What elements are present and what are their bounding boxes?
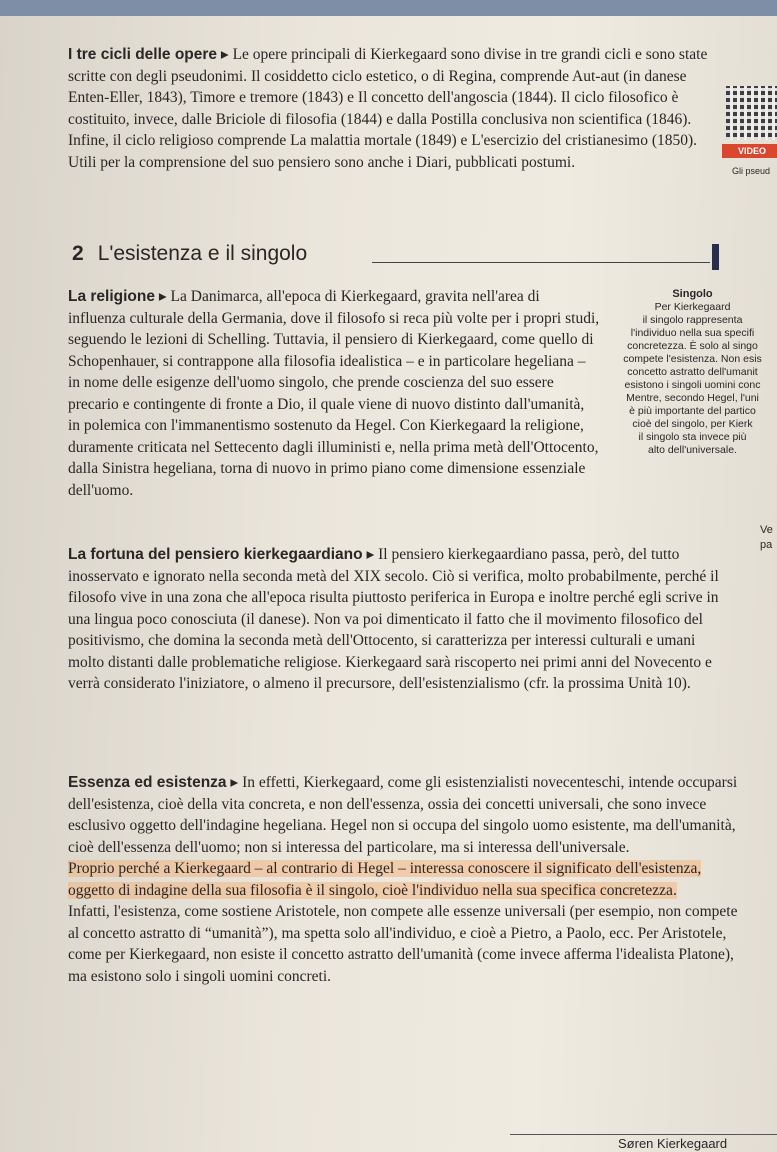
- image-caption: Søren Kierkegaard: [618, 1136, 728, 1151]
- intro-text: Le opere principali di Kierkegaard sono divise in tre grandi cicli e sono state scritte con degli pseudonimi. Il cosiddetto ciclo estetico, o di Regina, comprende Aut-aut (in danese Enten-Eller, 1843), Timore e tremore (1843) e Il concetto dell'angoscia (1844). Il ciclo filosofico è costituito, invece, dalle Briciole di filosofia (1844) e dalla Postilla conclusiva non scientifica (1846). Infine, il ciclo religioso comprende La malattia mortale (1849) e L'esercizio del cristianesimo (1850). Utili per la comprensione del suo pensiero sono anche i Diari, pubblicati postumi.: [68, 46, 708, 171]
- religione-heading: La religione: [68, 288, 155, 305]
- video-badge[interactable]: VIDEO: [722, 144, 777, 158]
- essenza-text-2: Proprio perché a Kierkegaard – al contrario di Hegel – interessa conoscere il significato dell'esistenza, oggetto di indagine della sua filosofia è il singolo, cioè l'individuo nella sua specifica concretezza.: [68, 860, 702, 899]
- video-caption: Gli pseud: [732, 166, 771, 176]
- essenza-text-3: Infatti, l'esistenza, come sostiene Aristotele, non compete alle essenze universali (per esempio, non compete al concetto astratto di “umanità”), ma spetta solo all'individuo, e cioè a Pietro, a Paolo, ecc. Per Aristotele, come per Kierkegaard, non esiste il concetto astratto dell'umanità (come invece afferma l'idealista Platone), ma esistono solo i singoli uomini concreti.: [68, 903, 738, 985]
- religione-paragraph: La religione ▸ La Danimarca, all'epoca di Kierkegaard, gravita nell'area di influenza culturale della Germania, dove il filosofo si reca più volte per i propri studi, seguendo le lezioni di Schelling. Tuttavia, il pensiero di Kierkegaard, come quello di Schopenhauer, si contrappone alla filosofia idealistica – e in particolare hegeliana – in nome delle esigenze dell'uomo singolo, che prende coscienza del suo essere precario e contingente di fronte a Dio, il quale viene di nuovo distinto dall'umanità, in polemica con l'immanentismo sostenuto da Hegel. Con Kierkegaard la religione, duramente criticata nel Settecento dagli illuministi e, nella prima metà dell'Ottocento, dalla Sinistra hegeliana, torna di nuovo in primo piano come dimensione essenziale dell'uomo.: [68, 288, 600, 499]
- glossary-line: esistono i singoli uomini conc: [624, 379, 761, 391]
- cutoff-text: [760, 523, 773, 553]
- glossary-line: compete l'esistenza. Non esis: [623, 353, 762, 365]
- intro-paragraph: I tre cicli delle opere ▸ Le opere principali di Kierkegaard sono divise in tre grandi cicli e sono state scritte con degli pseudonimi. Il cosiddetto ciclo estetico, o di Regina, comprende Aut-aut (in danese Enten-Eller, 1843), Timore e tremore (1843) e Il concetto dell'angoscia (1844). Il ciclo filosofico è costituito, invece, dalle Briciole di filosofia (1844) e dalla Postilla conclusiva non scientifica (1846). Infine, il ciclo religioso comprende La malattia mortale (1849) e L'esercizio del cristianesimo (1850). Utili per la comprensione del suo pensiero sono anche i Diari, pubblicati postumi.: [68, 46, 708, 171]
- caption-rule: [510, 1134, 777, 1135]
- section-number: 2: [72, 242, 84, 265]
- glossary-line: il singolo rappresenta: [642, 314, 743, 326]
- section-bar: [712, 244, 719, 270]
- qr-code-overlay: [726, 86, 777, 140]
- glossary-line: Mentre, secondo Hegel, l'uni: [626, 392, 759, 404]
- glossary-line: cioè del singolo, per Kierk: [632, 418, 753, 430]
- cutoff-line: pa: [760, 539, 773, 551]
- essenza-paragraph: Essenza ed esistenza ▸ In effetti, Kierkegaard, come gli esistenzialisti novecenteschi, intende occuparsi dell'esistenza, cioè della vita concreta, e non dell'essenza, ossia dei concetti universali, che sono invece esclusivo oggetto dell'indagine hegeliana. Hegel non si occupa del singolo uomo esistente, ma dell'umanità, cioè dell'essenza dell'uomo; non si interessa del particolare, ma si interessa dell'universale. Proprio perché a Kierkegaard – al contrario di Hegel – interessa conoscere il significato dell'esistenza, oggetto di indagine della sua filosofia è il singolo, cioè l'individuo nella sua specifica concretezza. Infatti, l'esistenza, come sostiene Aristotele, non compete alle essenze universali (per esempio, non compete al concetto astratto di “umanità”), ma spetta solo all'individuo, e cioè a Pietro, a Paolo, ecc. Per Aristotele, come per Kierkegaard, non esiste il concetto astratto dell'umanità (come invece afferma l'idealista Platone), ma esistono solo i singoli uomini concreti.: [68, 774, 738, 985]
- glossary-line: è più importante del partico: [629, 405, 756, 417]
- glossary-line: alto dell'universale.: [648, 444, 737, 456]
- religione-text: La Danimarca, all'epoca di Kierkegaard, gravita nell'area di influenza culturale della Germania, dove il filosofo si reca più volte per i propri studi, seguendo le lezioni di Schelling. Tuttavia, il pensiero di Kierkegaard, come quello di Schopenhauer, si contrappone alla filosofia idealistica – e in particolare hegeliana – in nome delle esigenze dell'uomo singolo, che prende coscienza del suo essere precario e contingente di fronte a Dio, il quale viene di nuovo distinto dall'umanità, in polemica con l'immanentismo sostenuto da Hegel. Con Kierkegaard la religione, duramente criticata nel Settecento dagli illuministi e, nella prima metà dell'Ottocento, dalla Sinistra hegeliana, torna di nuovo in primo piano come dimensione essenziale dell'uomo.: [68, 288, 600, 499]
- essenza-heading: Essenza ed esistenza: [68, 774, 227, 791]
- glossary-line: l'individuo nella sua specifi: [630, 327, 755, 339]
- glossary-line: il singolo sta invece più: [638, 431, 747, 443]
- essenza-text-1: In effetti, Kierkegaard, come gli esistenzialisti novecenteschi, intende occuparsi dell'esistenza, cioè della vita concreta, e non dell'essenza, ossia dei concetti universali, che sono invece esclusivo oggetto dell'indagine hegeliana. Hegel non si occupa del singolo uomo esistente, ma dell'umanità, cioè dell'essenza dell'uomo; non si interessa del particolare, ma si interessa dell'universale.: [68, 774, 738, 856]
- section-title: L'esistenza e il singolo: [97, 242, 308, 265]
- section-heading: [72, 242, 307, 266]
- glossary-line: concetto astratto dell'umanit: [627, 366, 758, 378]
- fortuna-paragraph: La fortuna del pensiero kierkegaardiano ▸ Il pensiero kierkegaardiano passa, però, del tutto inosservato e ignorato nella seconda metà del XIX secolo. Ciò si verifica, molto probabilmente, perché il filosofo vive in una zona che all'epoca risulta piuttosto periferica in Europa e inoltre perché egli scrive in una lingua poco conosciuta (il danese). Non va poi dimenticato il fatto che il movimento filosofico del positivismo, che domina la seconda metà dell'Ottocento, si caratterizza per interessi culturali e umani molto distanti dalle problematiche religiose. Kierkegaard sarà riscoperto nei primi anni del Novecento e verrà considerato l'iniziatore, o almeno il precursore, dell'esistenzialismo (cfr. la prossima Unità 10).: [68, 546, 719, 692]
- intro-heading: I tre cicli delle opere: [68, 46, 218, 63]
- glossary-singolo: [608, 288, 777, 457]
- fortuna-text: Il pensiero kierkegaardiano passa, però, del tutto inosservato e ignorato nella seconda metà del XIX secolo. Ciò si verifica, molto probabilmente, perché il filosofo vive in una zona che all'epoca risulta piuttosto periferica in Europa e inoltre perché egli scrive in una lingua poco conosciuta (il danese). Non va poi dimenticato il fatto che il movimento filosofico del positivismo, che domina la seconda metà dell'Ottocento, si caratterizza per interessi culturali e umani molto distanti dalle problematiche religiose. Kierkegaard sarà riscoperto nei primi anni del Novecento e verrà considerato l'iniziatore, o almeno il precursore, dell'esistenzialismo (cfr. la prossima Unità 10).: [68, 546, 719, 692]
- glossary-title: Singolo: [672, 288, 713, 300]
- top-edge: [0, 0, 777, 16]
- glossary-line: Per Kierkegaard: [654, 301, 731, 313]
- cutoff-line: Ve: [760, 524, 773, 536]
- fortuna-heading: La fortuna del pensiero kierkegaardiano: [68, 546, 363, 563]
- glossary-line: concretezza. È solo al singo: [627, 340, 758, 352]
- section-rule: [372, 262, 710, 263]
